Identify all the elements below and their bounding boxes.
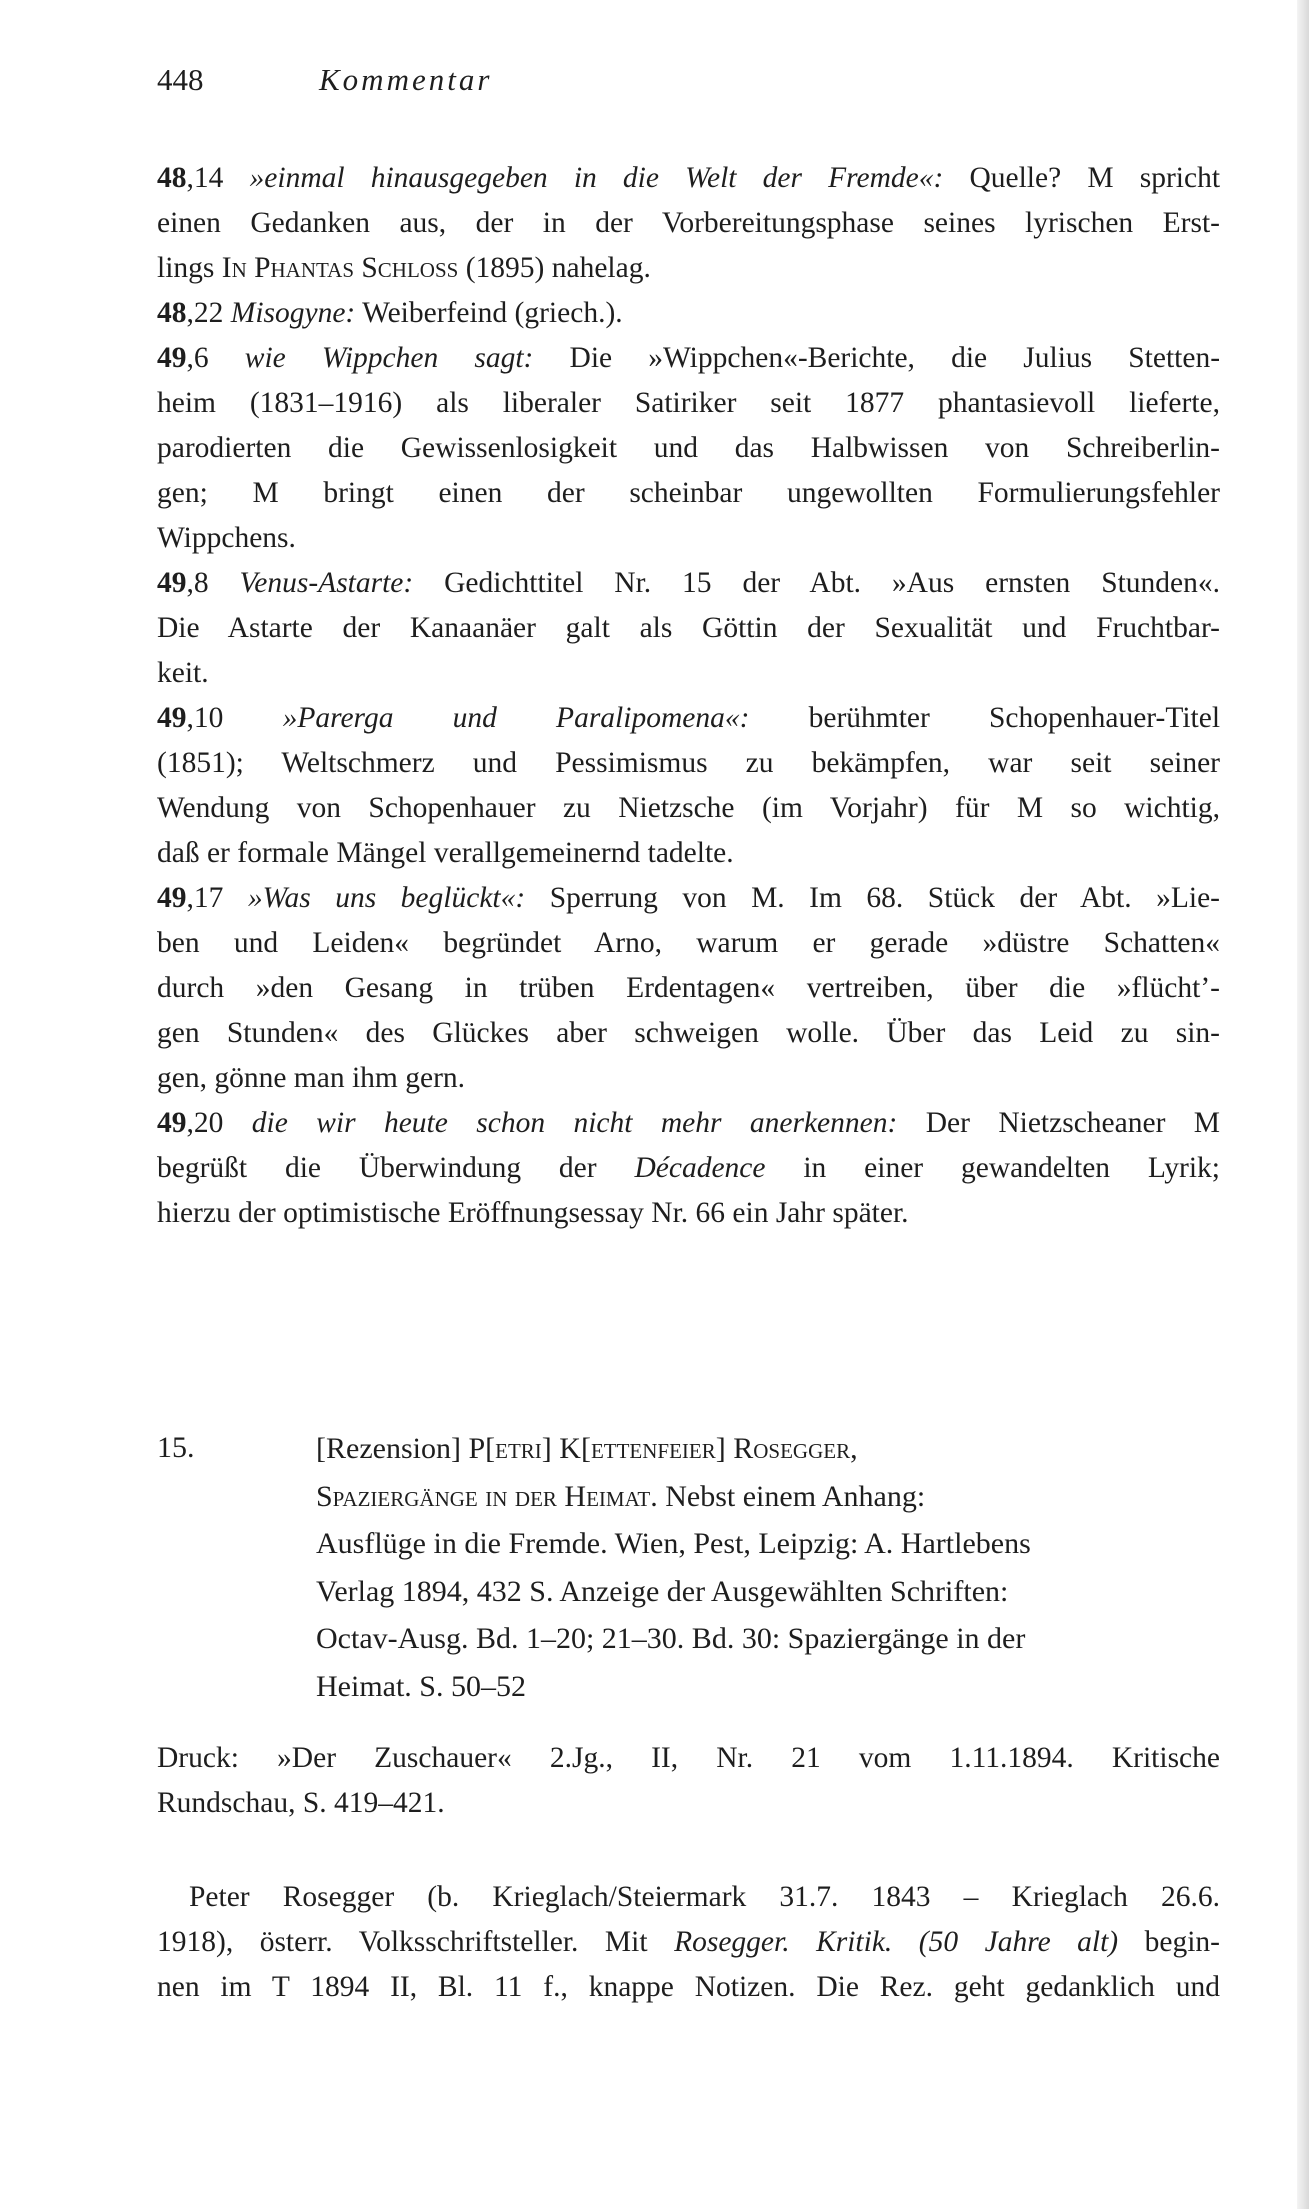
note-ref-bold: 48 (157, 162, 187, 194)
note-ref: ,20 (186, 1107, 224, 1139)
note-ref: ,14 (186, 162, 224, 194)
citation-text: [Rezension] P (316, 1432, 486, 1465)
paragraph-line (157, 1965, 1220, 2010)
note-ref-bold: 49 (157, 567, 187, 599)
note-text: Quelle? M spricht (969, 162, 1221, 194)
note-text: gen Stunden« des Glückes aber schweigen wolle. Über das Leid zu sin- (157, 1017, 1220, 1049)
note-ref: ,22 (186, 297, 224, 329)
note-line (157, 201, 1220, 246)
running-title: Kommentar (319, 62, 493, 97)
druck-line (157, 1736, 1220, 1781)
italic-title: Rosegger. Kritik. (50 Jahre alt) (674, 1926, 1119, 1958)
note-text: (1851); Weltschmerz und Pessimismus zu bekämpfen, war seit seiner (157, 747, 1220, 779)
note-text: parodierten die Gewissenlosigkeit und das Halbwissen von Schreiberlin- (157, 432, 1220, 464)
citation-text: Ausflüge in die Fremde. Wien, Pest, Leipzig: A. Hartlebens (316, 1527, 1031, 1560)
note-lemma: »einmal hinausgegeben in die Welt der Fremde«: (249, 162, 944, 194)
note-line (157, 696, 1220, 741)
note-line (157, 741, 1220, 786)
note-line (157, 381, 1220, 426)
paragraph-text: begin- (1144, 1926, 1221, 1958)
paragraph-text: 1918), österr. Volksschriftsteller. Mit (157, 1926, 648, 1958)
druck-text: Druck: »Der Zuschauer« 2.Jg., II, Nr. 21 vom 1.11.1894. Kritische (157, 1742, 1220, 1774)
note-text: Gedichttitel Nr. 15 der Abt. »Aus ernsten Stunden«. (444, 567, 1221, 599)
note-lemma: »Was uns beglückt«: (247, 882, 526, 914)
note-line (157, 246, 1220, 291)
citation-line (316, 1473, 1216, 1521)
citation-line (316, 1568, 1216, 1616)
note-line (157, 831, 1220, 876)
note-ref-bold: 49 (157, 882, 187, 914)
note-text: heim (1831–1916) als liberaler Satiriker seit 1877 phantasievoll lieferte, (157, 387, 1220, 419)
note-ref: ,10 (186, 702, 224, 734)
citation-text: Heimat. S. 50–52 (316, 1669, 526, 1703)
note-ref: ,8 (186, 567, 209, 599)
note-line (157, 516, 1220, 561)
print-source (157, 1736, 1220, 1826)
note-text: in einer gewandelten Lyrik; (803, 1152, 1221, 1184)
citation-line (316, 1615, 1216, 1663)
note-line (157, 1191, 1220, 1236)
commentary-notes (157, 156, 1220, 1236)
note-lemma: die wir heute schon nicht mehr anerkennen: (251, 1107, 898, 1139)
italic-term: Décadence (634, 1152, 766, 1184)
note-line (157, 921, 1220, 966)
note-text: Der Nietzscheaner M (925, 1107, 1221, 1139)
note-text: Die Astarte der Kanaanäer galt als Göttin der Sexualität und Fruchtbar- (157, 612, 1220, 644)
note-text: (1895) nahelag. (465, 252, 651, 284)
running-header (157, 62, 493, 98)
note-text: gen; M bringt einen der scheinbar ungewollten Formulierungsfehler (157, 477, 1220, 509)
note-line (157, 471, 1220, 516)
note-line (157, 291, 1220, 336)
work-title-smallcaps: In Phantas Schloss (221, 252, 459, 284)
note-text: Weiberfeind (griech.). (362, 297, 623, 329)
note-ref: ,17 (186, 882, 224, 914)
druck-line (157, 1781, 1220, 1826)
note-text: ben und Leiden« begründet Arno, warum er gerade »düstre Schatten« (157, 927, 1220, 959)
note-line (157, 1101, 1220, 1146)
note-text: lings (157, 252, 215, 284)
citation-text: . Nebst einem Anhang: (650, 1479, 926, 1513)
note-line (157, 1056, 1220, 1101)
note-line (157, 786, 1220, 831)
note-ref-bold: 48 (157, 297, 187, 329)
note-text: Wippchens. (157, 522, 296, 554)
note-text: begrüßt die Überwindung der (157, 1152, 597, 1184)
note-text: gen, gönne man ihm gern. (157, 1062, 466, 1094)
note-text: berühmter Schopenhauer-Titel (808, 702, 1221, 734)
paragraph-line (157, 1875, 1220, 1920)
citation-line (316, 1520, 1216, 1568)
note-lemma: »Parerga und Paralipomena«: (282, 702, 750, 734)
note-ref-bold: 49 (157, 1107, 187, 1139)
note-line (157, 1011, 1220, 1056)
commentary-paragraph (157, 1875, 1220, 2010)
citation-text: Octav-Ausg. Bd. 1–20; 21–30. Bd. 30: Spaziergänge in der (316, 1622, 1026, 1655)
note-line (157, 1146, 1220, 1191)
citation-text: K (551, 1432, 581, 1465)
paragraph-text: Peter Rosegger (b. Krieglach/Steiermark 31.7. 1843 – Krieglach 26.6. (189, 1881, 1220, 1913)
note-text: keit. (157, 657, 209, 689)
note-text: hierzu der optimistische Eröffnungsessay Nr. 66 ein Jahr später. (157, 1197, 909, 1229)
citation-author: Rosegger, (725, 1432, 858, 1465)
note-line (157, 426, 1220, 471)
citation-title: Spaziergänge in der Heimat (316, 1479, 651, 1513)
page-number: 448 (157, 62, 204, 97)
entry-number: 15. (157, 1431, 195, 1464)
note-text: daß er formale Mängel verallgemeinernd tadelte. (157, 837, 734, 869)
note-line (157, 561, 1220, 606)
citation-text: Verlag 1894, 432 S. Anzeige der Ausgewählten Schriften: (316, 1574, 1009, 1608)
note-text: Die »Wippchen«-Berichte, die Julius Stetten- (569, 342, 1221, 374)
note-text: durch »den Gesang in trüben Erdentagen« vertreiben, über die »flücht’- (157, 972, 1220, 1004)
note-line (157, 876, 1220, 921)
note-text: einen Gedanken aus, der in der Vorbereitungsphase seines lyrischen Erst- (157, 207, 1220, 239)
note-line (157, 651, 1220, 696)
scan-page-edge (1297, 0, 1309, 2209)
note-line (157, 966, 1220, 1011)
note-line (157, 336, 1220, 381)
druck-text: Rundschau, S. 419–421. (157, 1787, 445, 1819)
citation-line (316, 1425, 1216, 1473)
note-ref-bold: 49 (157, 342, 187, 374)
citation-line (316, 1663, 1216, 1711)
note-text: Sperrung von M. Im 68. Stück der Abt. »Lie- (549, 882, 1221, 914)
note-lemma: Misogyne: (230, 297, 356, 329)
citation-smallcaps: [etri] (485, 1432, 552, 1465)
note-ref: ,6 (186, 342, 209, 374)
note-text: Wendung von Schopenhauer zu Nietzsche (im Vorjahr) für M so wichtig, (157, 792, 1220, 824)
citation-smallcaps: [ettenfeier] (580, 1432, 726, 1465)
note-lemma: Venus-Astarte: (239, 567, 414, 599)
paragraph-text: nen im T 1894 II, Bl. 11 f., knappe Notizen. Die Rez. geht gedanklich und (157, 1971, 1220, 2003)
note-line (157, 156, 1220, 201)
entry-citation (316, 1425, 1216, 1710)
note-line (157, 606, 1220, 651)
note-ref-bold: 49 (157, 702, 187, 734)
paragraph-line (157, 1920, 1220, 1965)
note-lemma: wie Wippchen sagt: (244, 342, 534, 374)
